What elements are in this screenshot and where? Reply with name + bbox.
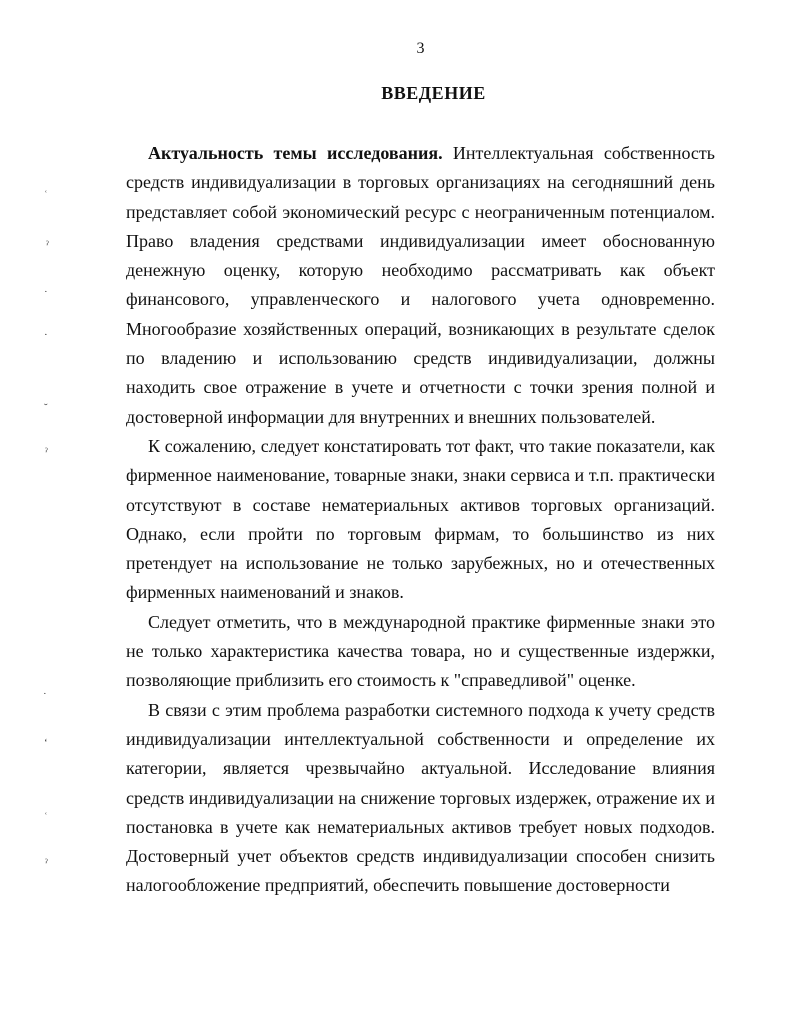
paragraph	[126, 696, 715, 901]
scan-mark: ·	[44, 329, 48, 341]
scan-mark: ʻ	[44, 737, 48, 749]
scan-mark: ʿ	[44, 811, 48, 823]
scan-mark: ˀ	[45, 446, 48, 458]
scan-mark: ˀ	[46, 239, 49, 251]
paragraph	[126, 139, 715, 432]
scan-mark: ʿ	[44, 189, 48, 201]
scan-mark: ˙	[43, 691, 47, 703]
paragraph-text: В связи с этим проблема разработки системного подхода к учету средств индивидуализации интеллектуальной собственности и определение их категории, является чрезвычайно актуальной. Исследование влияния средств индивидуализации на снижение торговых издержек, отражение их и постановка в учете как нематериальных активов требует новых подходов. Достоверный учет объектов средств индивидуализации способен снизить налогообложение предприятий, обеспечить повышение достоверности	[126, 699, 715, 896]
scan-margin-marks	[38, 0, 58, 1034]
document-body	[126, 139, 715, 901]
page-number: 3	[416, 40, 425, 57]
scan-mark: ˘	[44, 402, 48, 414]
paragraph-text: Интеллектуальная собственность средств индивидуализации в торговых организациях на сегодняшний день представляет собой экономический ресурс с неограниченным потенциалом. Право владения средствами индивидуализации имеет обоснованную денежную оценку, которую необходимо рассматривать как объект финансового, управленческого и налогового учета одновременно. Многообразие хозяйственных операций, возникающих в результате сделок по владению и использованию средств индивидуализации, должны находить свое отражение в учете и отчетности с точки зрения полной и достоверной информации для внутренних и внешних пользователей.	[126, 143, 715, 427]
paragraph-text: Следует отметить, что в международной практике фирменные знаки это не только характеристика качества товара, но и существенные издержки, позволяющие приблизить его стоимость к "справедливой" оценке.	[126, 611, 715, 691]
paragraph-text: К сожалению, следует констатировать тот факт, что такие показатели, как фирменное наименование, товарные знаки, знаки сервиса и т.п. практически отсутствуют в составе нематериальных активов торговых организаций. Однако, если пройти по торговым фирмам, то большинство из них претендует на использование не только зарубежных, но и отечественных фирменных наименований и знаков.	[126, 435, 715, 603]
paragraph-lead: Актуальность темы исследования.	[148, 143, 443, 163]
paragraph	[126, 608, 715, 696]
paragraph	[126, 432, 715, 608]
scan-mark: ˀ	[45, 857, 48, 869]
page-title: ВВЕДЕНИЕ	[381, 83, 486, 103]
scan-mark: ˙	[44, 289, 48, 301]
